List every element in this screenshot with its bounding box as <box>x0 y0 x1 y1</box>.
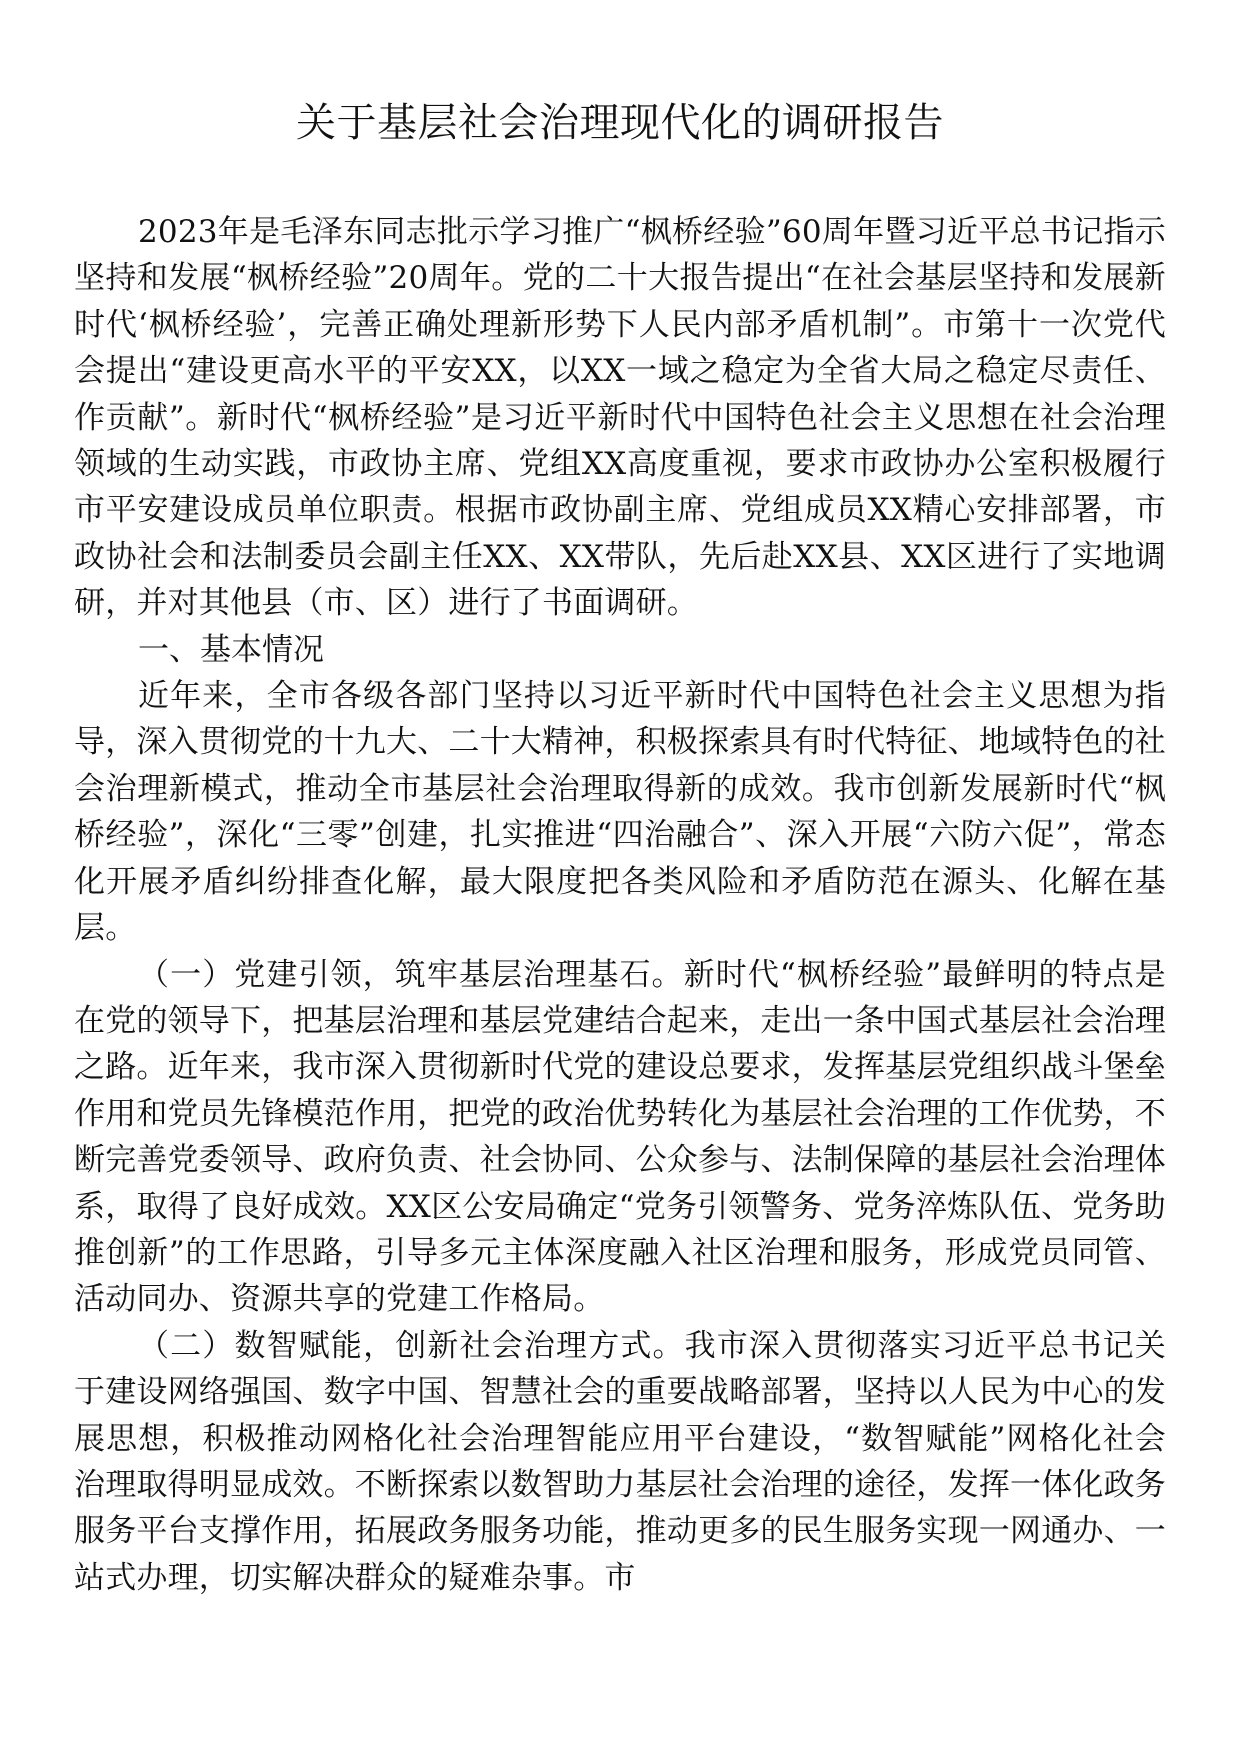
basic-situation-paragraph: 近年来，全市各级各部门坚持以习近平新时代中国特色社会主义思想为指导，深入贯彻党的十九大、二十大精神，积极探索具有时代特征、地域特色的社会治理新模式，推动全市基层社会治理取得新的成效。我市创新发展新时代“枫桥经验”，深化“三零”创建，扎实推进“四治融合”、深入开展“六防六促”，常态化开展矛盾纠纷排查化解，最大限度把各类风险和矛盾防范在源头、化解在基层。 <box>74 678 1166 947</box>
party-building-paragraph: （一）党建引领，筑牢基层治理基石。新时代“枫桥经验”最鲜明的特点是在党的领导下，把基层治理和基层党建结合起来，走出一条中国式基层社会治理之路。近年来，我市深入贯彻新时代党的建设总要求，发挥基层党组织战斗堡垒作用和党员先锋模范作用，把党的政治优势转化为基层社会治理的工作优势，不断完善党委领导、政府负责、社会协同、公众参与、法制保障的基层社会治理体系，取得了良好成效。XX区公安局确定“党务引领警务、党务淬炼队伍、党务助推创新”的工作思路，引导多元主体深度融入社区治理和服务，形成党员同管、活动同办、资源共享的党建工作格局。 <box>74 956 1166 1318</box>
document-title: 关于基层社会治理现代化的调研报告 <box>296 100 944 146</box>
intro-paragraph: 2023年是毛泽东同志批示学习推广“枫桥经验”60周年暨习近平总书记指示坚持和发展“枫桥经验”20周年。党的二十大报告提出“在社会基层坚持和发展新时代‘枫桥经验’，完善正确处理新形势下人民内部矛盾机制”。市第十一次党代会提出“建设更高水平的平安XX，以XX一域之稳定为全省大局之稳定尽责任、作贡献”。新时代“枫桥经验”是习近平新时代中国特色社会主义思想在社会治理领域的生动实践，市政协主席、党组XX高度重视，要求市政协办公室积极履行市平安建设成员单位职责。根据市政协副主席、党组成员XX精心安排部署，市政协社会和法制委员会副主任XX、XX带队，先后赴XX县、XX区进行了实地调研，并对其他县（市、区）进行了书面调研。 <box>74 214 1166 622</box>
document-page <box>74 95 1166 1601</box>
section-heading-basic-situation: 一、基本情况 <box>138 631 324 668</box>
digital-empowerment-paragraph: （二）数智赋能，创新社会治理方式。我市深入贯彻落实习近平总书记关于建设网络强国、数字中国、智慧社会的重要战略部署，坚持以人民为中心的发展思想，积极推动网格化社会治理智能应用平台建设，“数智赋能”网格化社会治理取得明显成效。不断探索以数智助力基层社会治理的途径，发挥一体化政务服务平台支撑作用，拓展政务服务功能，推动更多的民生服务实现一网通办、一站式办理，切实解决群众的疑难杂事。市 <box>74 1327 1166 1596</box>
